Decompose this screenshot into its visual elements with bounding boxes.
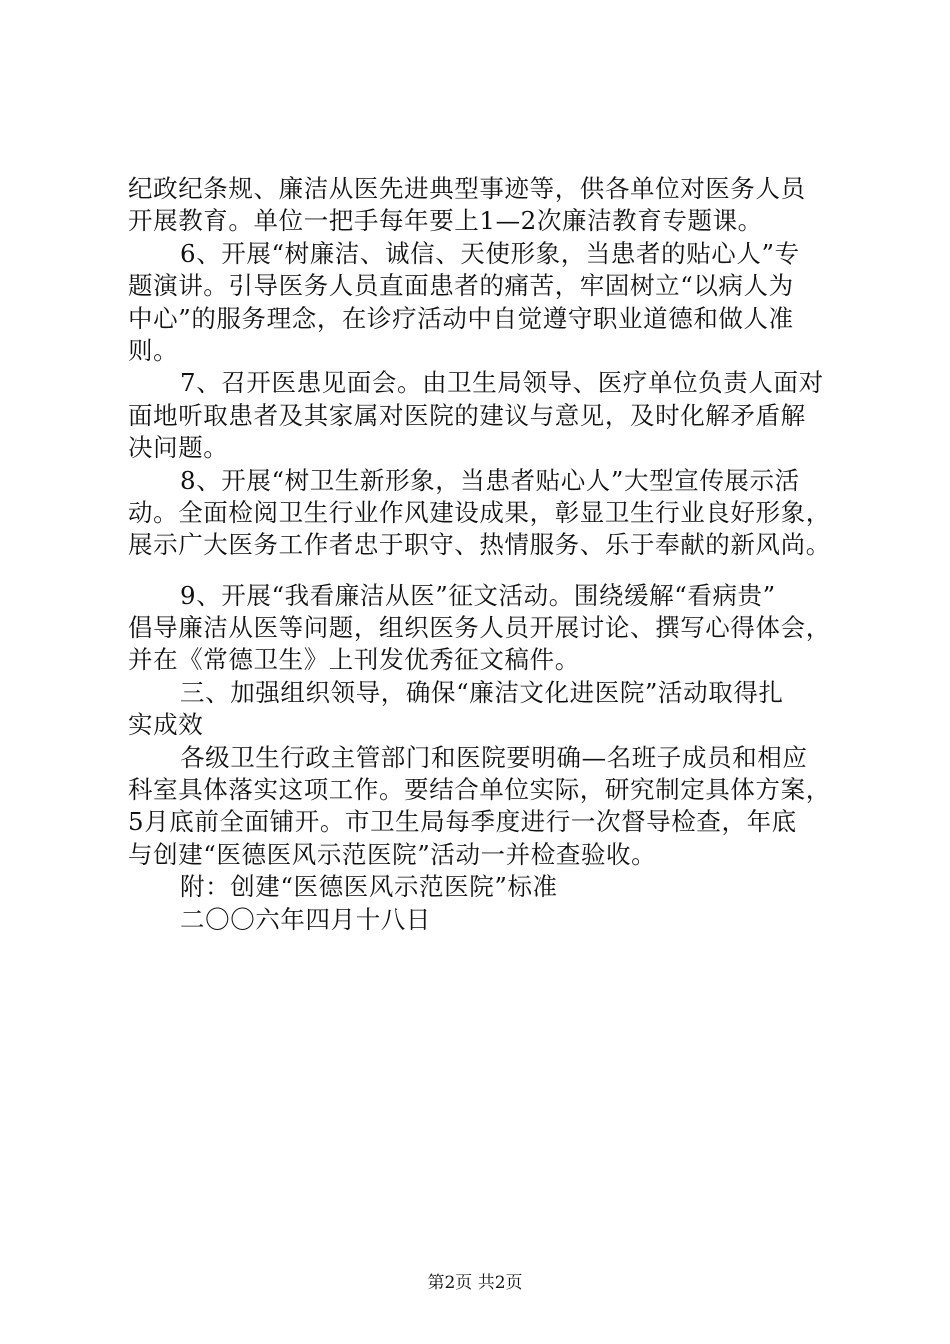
paragraph-start-7: 7、召开医患见面会。由卫生局领导、医疗单位负责人面对 <box>180 368 824 398</box>
text-line: 倡导廉洁从医等问题，组织医务人员开展讨论、撰写心得体会， <box>128 613 831 643</box>
text-line: 题演讲。引导医务人员直面患者的痛苦，牢固树立“以病人为 <box>128 271 794 301</box>
text-line: 动。全面检阅卫生行业作风建设成果，彰显卫生行业良好形象， <box>128 497 831 527</box>
text-line: 开展教育。单位一把手每年要上1—2次廉洁教育专题课。 <box>128 206 763 236</box>
text-line: 则。 <box>128 335 179 365</box>
text-line: 展示广大医务工作者忠于职守、热情服务、乐于奉献的新风尚。 <box>128 530 831 560</box>
text-line: 5月底前全面铺开。市卫生局每季度进行一次督导检查，年底 <box>128 807 797 837</box>
paragraph-start-8: 8、开展“树卫生新形象，当患者贴心人”大型宣传展示活 <box>180 465 800 495</box>
paragraph-start: 各级卫生行政主管部门和医院要明确—名班子成员和相应 <box>180 742 808 772</box>
text-line: 实成效 <box>128 710 204 740</box>
text-line: 并在《常德卫生》上刊发优秀征文稿件。 <box>128 645 580 675</box>
section-heading-3: 三、加强组织领导，确保“廉洁文化进医院”活动取得扎 <box>180 677 784 707</box>
text-line: 中心”的服务理念，在诊疗活动中自觉遵守职业道德和做人准 <box>128 303 794 333</box>
paragraph-start-6: 6、开展“树廉洁、诚信、天使形象，当患者的贴心人”专 <box>180 238 800 268</box>
document-body <box>128 173 848 936</box>
text-line: 与创建“医德医风示范医院”活动一并检查验收。 <box>128 839 657 869</box>
paragraph-gap <box>128 562 848 580</box>
text-line: 决问题。 <box>128 433 229 463</box>
attachment-note: 附：创建“医德医风示范医院”标准 <box>180 872 558 902</box>
page-number-footer: 第2页 共2页 <box>427 1273 523 1293</box>
text-line: 面地听取患者及其家属对医院的建议与意见，及时化解矛盾解 <box>128 400 806 430</box>
paragraph-start-9: 9、开展“我看廉洁从医”征文活动。围绕缓解“看病贵” <box>180 580 776 610</box>
text-line: 纪政纪条规、廉洁从医先进典型事迹等，供各单位对医务人员 <box>128 174 806 203</box>
document-date: 二〇〇六年四月十八日 <box>180 904 431 934</box>
text-line: 科室具体落实这项工作。要结合单位实际，研究制定具体方案， <box>128 775 831 805</box>
